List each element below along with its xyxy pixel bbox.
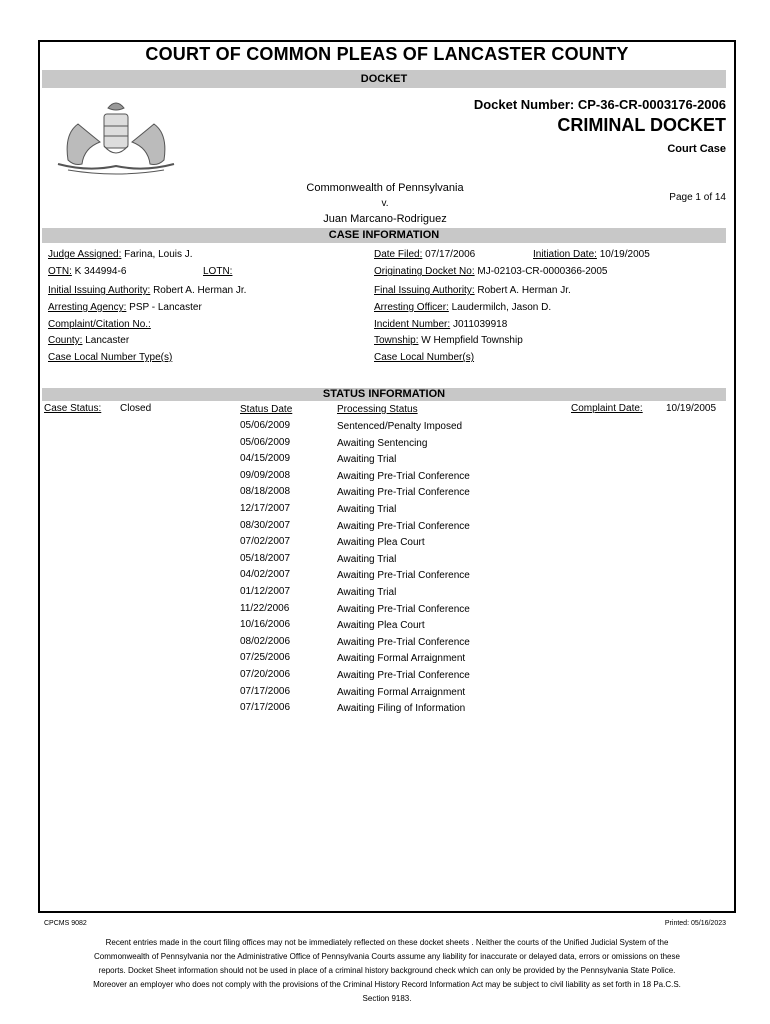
otn-label: OTN: bbox=[48, 266, 72, 277]
caption-defendant: Juan Marcano-Rodriguez bbox=[323, 213, 447, 225]
final-issuing-authority bbox=[374, 285, 571, 296]
case-local-number-type-label: Case Local Number Type(s) bbox=[48, 352, 173, 363]
criminal-docket-title: CRIMINAL DOCKET bbox=[557, 115, 726, 135]
incident-number bbox=[374, 319, 507, 330]
date-filed bbox=[374, 249, 475, 260]
case-information-band: CASE INFORMATION bbox=[42, 228, 726, 243]
printed-date: Printed: 05/16/2023 bbox=[664, 920, 726, 927]
arresting-officer-value: Laudermilch, Jason D. bbox=[451, 302, 552, 313]
processing-status-cell: Awaiting Pre-Trial Conference bbox=[337, 570, 470, 582]
final-issuing-label: Final Issuing Authority: bbox=[374, 285, 475, 296]
court-title: COURT OF COMMON PLEAS OF LANCASTER COUNTY bbox=[145, 44, 629, 64]
status-date-cell: 09/09/2008 bbox=[240, 469, 291, 481]
status-date-cell: 05/18/2007 bbox=[240, 552, 291, 564]
initial-issuing-authority bbox=[48, 285, 246, 296]
processing-status-cell: Awaiting Pre-Trial Conference bbox=[337, 670, 470, 681]
case-local-numbers-label: Case Local Number(s) bbox=[374, 352, 475, 363]
incident-label: Incident Number: bbox=[374, 319, 451, 330]
status-information-band: STATUS INFORMATION bbox=[42, 388, 726, 401]
court-case-label: Court Case bbox=[667, 143, 726, 155]
county-value: Lancaster bbox=[85, 335, 130, 346]
incident-value: J011039918 bbox=[452, 319, 508, 330]
processing-status-cell: Awaiting Plea Court bbox=[337, 620, 425, 632]
initial-issuing-value: Robert A. Herman Jr. bbox=[153, 285, 247, 296]
processing-status-cell: Awaiting Filing of Information bbox=[337, 703, 466, 715]
judge-value: Farina, Louis J. bbox=[124, 249, 193, 260]
status-date-cell: 08/18/2008 bbox=[240, 486, 291, 498]
originating-docket-value: MJ-02103-CR-0000366-2005 bbox=[477, 266, 608, 277]
processing-status-cell: Awaiting Sentencing bbox=[337, 437, 428, 449]
processing-status-cell: Awaiting Pre-Trial Conference bbox=[337, 636, 470, 648]
judge-assigned bbox=[48, 249, 193, 260]
disclaimer: Recent entries made in the court filing offices may not be immediately reflected on these docket sheets . Neither the courts of the Unified Judicial System of the Commonwealth of Pennsylvania nor the Administrative Office of Pennsylvania Courts assume any liability for inaccurate or delayed data, errors or omissions on these reports. Docket Sheet information should not be used in place of a criminal history background check which can only be provided by the Pennsylvania State Police. Moreover an employer who does not comply with the provisions of the Criminal History Record Information Act may be subject to civil liability as set forth in 18 Pa.C.S. Section 9183. bbox=[93, 938, 681, 1003]
pennsylvania-coat-of-arms-icon bbox=[48, 94, 184, 176]
otn-value: K 344994-6 bbox=[74, 266, 127, 277]
status-date-cell: 05/06/2009 bbox=[240, 436, 291, 448]
processing-status-cell: Awaiting Pre-Trial Conference bbox=[337, 470, 470, 482]
processing-status-cell: Awaiting Trial bbox=[337, 454, 397, 466]
processing-status-cell: Awaiting Pre-Trial Conference bbox=[337, 603, 470, 615]
judge-label: Judge Assigned: bbox=[48, 249, 122, 260]
docket-number: Docket Number: CP-36-CR-0003176-2006 bbox=[473, 97, 726, 112]
status-date-cell: 07/17/2006 bbox=[240, 685, 291, 697]
caption-plaintiff: Commonwealth of Pennsylvania bbox=[306, 182, 464, 194]
otn bbox=[48, 266, 126, 277]
page-number: Page 1 of 14 bbox=[669, 192, 726, 203]
case-status-label: Case Status: bbox=[44, 403, 102, 414]
township-value: W Hempfield Township bbox=[421, 335, 523, 346]
status-date-cell: 08/30/2007 bbox=[240, 519, 291, 531]
arresting-agency bbox=[48, 302, 202, 313]
status-date-cell: 11/22/2006 bbox=[240, 602, 290, 614]
status-date-cell: 07/02/2007 bbox=[240, 536, 291, 548]
status-date-cell: 04/02/2007 bbox=[240, 569, 291, 581]
lotn-label: LOTN: bbox=[203, 266, 233, 277]
status-date-cell: 08/02/2006 bbox=[240, 635, 291, 647]
originating-docket-label: Originating Docket No: bbox=[374, 266, 475, 277]
date-filed-value: 07/17/2006 bbox=[425, 249, 476, 260]
processing-status-header: Processing Status bbox=[337, 404, 418, 415]
status-date-header: Status Date bbox=[240, 404, 293, 415]
docket-band: DOCKET bbox=[42, 70, 726, 88]
status-date-cell: 01/12/2007 bbox=[240, 586, 291, 597]
processing-status-cell: Awaiting Trial bbox=[337, 553, 397, 565]
arresting-officer-label: Arresting Officer: bbox=[374, 302, 449, 313]
township-label: Township: bbox=[374, 335, 419, 346]
complaint-citation-label: Complaint/Citation No.: bbox=[48, 319, 151, 330]
initiation-date-label: Initiation Date: bbox=[533, 249, 597, 260]
processing-status-cell: Awaiting Trial bbox=[337, 504, 397, 515]
processing-status-cell: Awaiting Pre-Trial Conference bbox=[337, 487, 470, 499]
township bbox=[374, 335, 523, 346]
originating-docket bbox=[374, 266, 607, 277]
form-code: CPCMS 9082 bbox=[44, 920, 87, 927]
arresting-agency-value: PSP - Lancaster bbox=[129, 302, 202, 313]
status-date-cell: 12/17/2007 bbox=[240, 503, 291, 514]
initiation-date bbox=[533, 249, 650, 260]
status-date-cell: 07/25/2006 bbox=[240, 652, 291, 664]
status-date-cell: 07/17/2006 bbox=[240, 702, 291, 714]
initiation-date-value: 10/19/2005 bbox=[599, 249, 650, 260]
processing-status-cell: Awaiting Formal Arraignment bbox=[337, 653, 466, 665]
date-filed-label: Date Filed: bbox=[374, 249, 423, 260]
processing-status-cell: Sentenced/Penalty Imposed bbox=[337, 421, 463, 432]
status-date-cell: 10/16/2006 bbox=[240, 619, 291, 631]
arresting-officer bbox=[374, 302, 551, 313]
final-issuing-value: Robert A. Herman Jr. bbox=[477, 285, 571, 296]
case-status-value: Closed bbox=[120, 403, 152, 414]
processing-status-cell: Awaiting Formal Arraignment bbox=[337, 686, 466, 698]
status-date-cell: 04/15/2009 bbox=[240, 453, 291, 465]
status-date-cell: 07/20/2006 bbox=[240, 669, 291, 680]
processing-status-cell: Awaiting Plea Court bbox=[337, 537, 425, 549]
caption-versus: v. bbox=[381, 198, 389, 209]
complaint-date-value: 10/19/2005 bbox=[666, 403, 717, 414]
processing-status-cell: Awaiting Trial bbox=[337, 587, 397, 598]
county-label: County: bbox=[48, 335, 83, 346]
processing-status-cell: Awaiting Pre-Trial Conference bbox=[337, 520, 470, 532]
county bbox=[48, 335, 129, 346]
initial-issuing-label: Initial Issuing Authority: bbox=[48, 285, 151, 296]
arresting-agency-label: Arresting Agency: bbox=[48, 302, 127, 313]
status-date-cell: 05/06/2009 bbox=[240, 420, 291, 431]
complaint-date-label: Complaint Date: bbox=[571, 403, 643, 414]
